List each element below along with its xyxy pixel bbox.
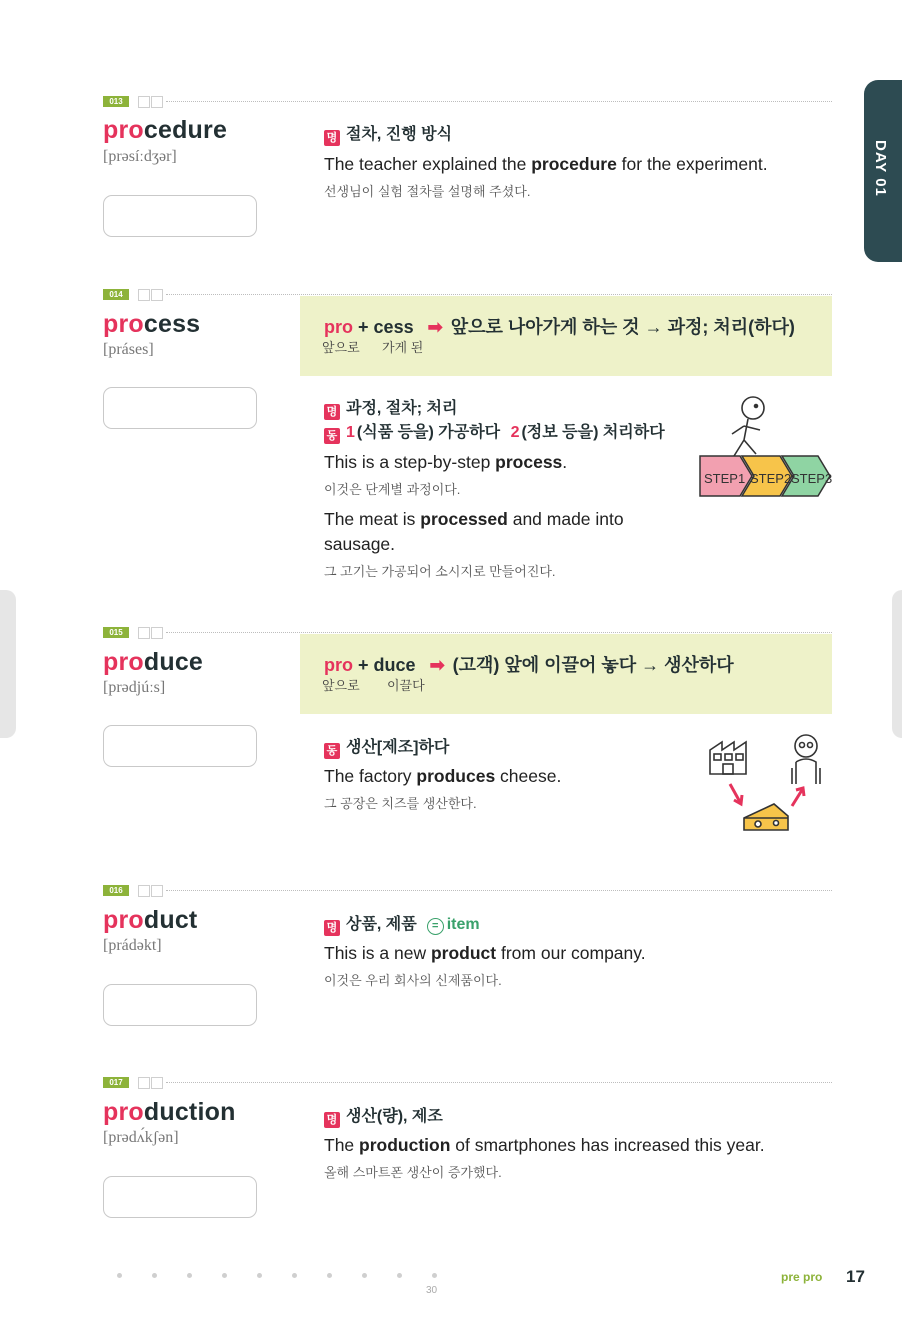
example-translation: 그 고기는 가공되어 소시지로 만들어진다.	[324, 564, 556, 579]
example-sentence	[324, 764, 561, 789]
step-process-illustration	[698, 390, 832, 512]
headword-stem: duce	[143, 648, 204, 676]
example-translation: 그 공장은 치즈를 생산한다.	[324, 796, 477, 811]
example-keyword: product	[430, 943, 497, 963]
definition-text: 과정, 절차; 처리	[346, 400, 458, 417]
etymology-root: duce	[373, 655, 416, 675]
etymology-meaning: 앞으로 나아가게 하는 것 → 과정; 처리(하다)	[450, 317, 795, 337]
checkbox-2[interactable]	[151, 96, 163, 108]
dotted-divider	[166, 294, 832, 295]
pronunciation: [prəsíːdʒər]	[103, 148, 177, 165]
example-part: and made into	[507, 509, 624, 529]
step-label: STEP2	[750, 471, 792, 486]
note-input-box[interactable]	[103, 1176, 257, 1218]
etymology-prefix: pro	[324, 655, 353, 675]
note-input-box[interactable]	[103, 984, 257, 1026]
day-tab-label: DAY 01	[872, 140, 889, 197]
etymology-root: cess	[373, 317, 414, 337]
example-sentence-continued: sausage.	[324, 534, 396, 554]
person-icon	[792, 735, 820, 784]
example-part: of smartphones has increased this year.	[450, 1135, 765, 1155]
arrow-icon: ➡	[429, 655, 445, 675]
noun-badge: 명	[324, 404, 340, 420]
plus-sign: +	[358, 317, 369, 337]
example-part: The	[324, 1135, 360, 1155]
walking-person-icon	[732, 397, 764, 456]
word-count-number: 30	[426, 1285, 438, 1296]
pronunciation: [prədjúːs]	[103, 679, 166, 696]
entry-number-badge: 013	[103, 96, 129, 107]
example-part: The meat is	[324, 509, 421, 529]
left-page-edge-tab	[0, 590, 16, 738]
etymology-formula	[324, 651, 734, 677]
checkbox-1[interactable]	[138, 627, 150, 639]
headword-prefix: pro	[103, 1098, 144, 1126]
dotted-divider	[166, 1082, 832, 1083]
headword	[103, 906, 197, 935]
definition-text: (식품 등을) 가공하다	[356, 424, 501, 441]
example-part: .	[562, 452, 568, 472]
note-input-box[interactable]	[103, 195, 257, 237]
definition-line	[324, 395, 457, 420]
headword	[103, 1098, 236, 1127]
noun-badge: 명	[324, 130, 340, 146]
definition-line	[324, 911, 480, 936]
example-sentence	[324, 152, 768, 177]
example-sentence	[324, 507, 624, 532]
example-keyword: production	[359, 1135, 451, 1155]
cheese-icon	[744, 804, 788, 830]
dotted-divider	[166, 890, 832, 891]
headword	[103, 116, 227, 145]
entry-number-badge: 015	[103, 627, 129, 638]
etymology-prefix: pro	[324, 317, 353, 337]
example-sentence	[324, 1133, 765, 1158]
dotted-divider	[166, 101, 832, 102]
step-label: STEP1	[704, 471, 746, 486]
example-part: This is a new	[324, 943, 431, 963]
sense-number: 2	[510, 424, 520, 441]
progress-dot	[152, 1273, 157, 1278]
plus-sign: +	[358, 655, 369, 675]
progress-dot	[327, 1273, 332, 1278]
entry-number-badge: 014	[103, 289, 129, 300]
example-part: The teacher explained the	[324, 154, 532, 174]
definition-text: (정보 등을) 처리하다	[521, 424, 665, 441]
definition-text: 생산(량), 제조	[346, 1108, 443, 1125]
progress-dot	[222, 1273, 227, 1278]
example-sentence	[324, 941, 646, 966]
example-translation: 이것은 단계별 과정이다.	[324, 482, 461, 497]
example-keyword: procedure	[531, 154, 617, 174]
synonym-icon: =	[427, 918, 444, 935]
etymology-meaning: (고객) 앞에 이끌어 놓다 → 생산하다	[452, 655, 734, 675]
checkbox-2[interactable]	[151, 885, 163, 897]
progress-dot	[257, 1273, 262, 1278]
headword	[103, 310, 200, 339]
headword-prefix: pro	[103, 116, 144, 144]
progress-dot	[432, 1273, 437, 1278]
example-keyword: produces	[416, 766, 496, 786]
checkbox-1[interactable]	[138, 289, 150, 301]
note-input-box[interactable]	[103, 387, 257, 429]
headword-stem: cedure	[143, 116, 228, 144]
example-translation: 올해 스마트폰 생산이 증가했다.	[324, 1165, 502, 1180]
entry-number-badge: 016	[103, 885, 129, 896]
example-keyword: process	[495, 452, 563, 472]
progress-dot	[117, 1273, 122, 1278]
definition-line	[324, 1103, 443, 1128]
headword-stem: cess	[143, 310, 201, 338]
synonym-text: item	[446, 916, 480, 933]
checkbox-1[interactable]	[138, 885, 150, 897]
etymology-prefix-gloss: 앞으로	[322, 678, 360, 693]
headword-prefix: pro	[103, 310, 144, 338]
headword-prefix: pro	[103, 648, 144, 676]
progress-dot	[362, 1273, 367, 1278]
factory-icon	[710, 742, 746, 774]
progress-dot	[292, 1273, 297, 1278]
definition-text: 절차, 진행 방식	[346, 126, 453, 143]
sense-number: 1	[346, 424, 355, 441]
example-sentence	[324, 450, 567, 475]
definition-line	[324, 121, 452, 146]
definition-line	[324, 419, 665, 444]
example-part: from our company.	[496, 943, 646, 963]
checkbox-1[interactable]	[138, 1077, 150, 1089]
example-keyword: processed	[420, 509, 508, 529]
checkbox-2[interactable]	[151, 289, 163, 301]
note-input-box[interactable]	[103, 725, 257, 767]
definition-line	[324, 734, 449, 759]
example-part: for the experiment.	[616, 154, 768, 174]
pronunciation: [prádəkt]	[103, 937, 162, 954]
example-translation: 이것은 우리 회사의 신제품이다.	[324, 973, 502, 988]
definition-text: 생산[제조]하다	[346, 739, 450, 756]
etymology-root-gloss: 가게 된	[382, 340, 424, 355]
verb-badge: 동	[324, 428, 340, 444]
etymology-formula	[324, 313, 795, 339]
example-part: cheese.	[495, 766, 562, 786]
headword-prefix: pro	[103, 906, 144, 934]
dotted-divider	[166, 632, 832, 633]
example-translation: 선생님이 실험 절차를 설명해 주셨다.	[324, 184, 531, 199]
progress-dot	[397, 1273, 402, 1278]
arrow-icon: ➡	[427, 317, 443, 337]
headword-stem: duct	[143, 906, 198, 934]
step-label: STEP3	[791, 471, 832, 486]
right-page-edge-tab	[892, 590, 902, 738]
noun-badge: 명	[324, 920, 340, 936]
page-number: 17	[846, 1267, 865, 1286]
pronunciation: [prədʌ́kʃən]	[103, 1129, 179, 1146]
definition-text: 상품, 제품	[346, 916, 417, 933]
checkbox-2[interactable]	[151, 627, 163, 639]
verb-badge: 동	[324, 743, 340, 759]
entry-number-badge: 017	[103, 1077, 129, 1088]
headword-stem: duction	[143, 1098, 236, 1126]
noun-badge: 명	[324, 1112, 340, 1128]
example-part: This is a step-by-step	[324, 452, 496, 472]
checkbox-1[interactable]	[138, 96, 150, 108]
factory-cheese-illustration	[704, 732, 832, 836]
pronunciation: [práses]	[103, 341, 154, 358]
example-part: The factory	[324, 766, 417, 786]
arrow-up-icon	[792, 790, 802, 806]
section-label: pre pro	[781, 1270, 823, 1284]
headword	[103, 648, 203, 677]
progress-dot	[187, 1273, 192, 1278]
checkbox-2[interactable]	[151, 1077, 163, 1089]
etymology-root-gloss: 이끌다	[387, 678, 425, 693]
etymology-prefix-gloss: 앞으로	[322, 340, 360, 355]
